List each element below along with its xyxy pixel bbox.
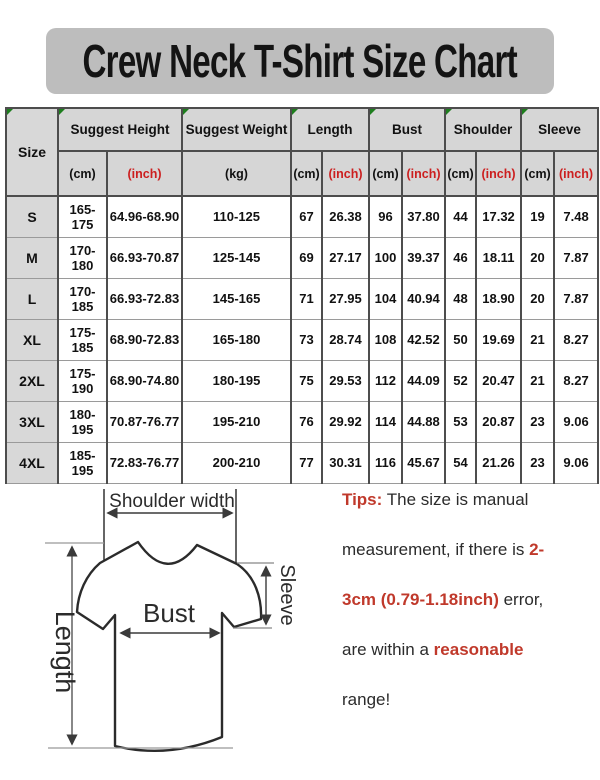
value-cell: 21.26 <box>476 442 521 483</box>
value-cell: 18.11 <box>476 237 521 278</box>
col-group-label: Size <box>17 144 46 160</box>
value-cell: 45.67 <box>402 442 445 483</box>
value-cell: 44 <box>445 196 476 237</box>
col-group-label: Length <box>307 122 353 137</box>
value-cell: 21 <box>521 319 554 360</box>
value-cell: 145-165 <box>182 278 291 319</box>
value-cell: 20.47 <box>476 360 521 401</box>
size-row-4xl <box>6 442 598 483</box>
value-cell: 67 <box>291 196 322 237</box>
tip-line <box>342 539 598 560</box>
tip-text: The size is manual <box>382 490 529 509</box>
value-cell: 29.92 <box>322 401 369 442</box>
value-cell: 125-145 <box>182 237 291 278</box>
sleeve-label: Sleeve <box>276 564 298 626</box>
size-chart-table-wrap <box>5 107 597 484</box>
value-cell: 37.80 <box>402 196 445 237</box>
tip-line <box>342 639 598 660</box>
value-cell: 66.93-70.87 <box>107 237 182 278</box>
value-cell: 28.74 <box>322 319 369 360</box>
unit-header: (inch) <box>322 151 369 196</box>
value-cell: 30.31 <box>322 442 369 483</box>
value-cell: 18.90 <box>476 278 521 319</box>
value-cell: 75 <box>291 360 322 401</box>
value-cell: 69 <box>291 237 322 278</box>
value-cell: 17.32 <box>476 196 521 237</box>
value-cell: 170-180 <box>58 237 107 278</box>
value-cell: 54 <box>445 442 476 483</box>
value-cell: 170-185 <box>58 278 107 319</box>
tshirt-outline <box>77 542 261 751</box>
col-group-label: Suggest Height <box>70 122 170 137</box>
value-cell: 108 <box>369 319 402 360</box>
tip-text: 3cm (0.79-1.18inch) <box>342 590 499 609</box>
value-cell: 195-210 <box>182 401 291 442</box>
tip-text: range! <box>342 690 391 709</box>
value-cell: 44.09 <box>402 360 445 401</box>
tip-text: error, <box>498 590 544 609</box>
tip-text: reasonable <box>433 640 524 659</box>
unit-header: (cm) <box>369 151 402 196</box>
value-cell: 23 <box>521 442 554 483</box>
col-group-length <box>291 108 369 151</box>
tip-line <box>342 589 598 610</box>
size-label: M <box>6 237 58 278</box>
value-cell: 180-195 <box>182 360 291 401</box>
col-group-label: Suggest Weight <box>185 122 288 137</box>
value-cell: 9.06 <box>554 401 598 442</box>
value-cell: 20 <box>521 278 554 319</box>
value-cell: 70.87-76.77 <box>107 401 182 442</box>
size-label: L <box>6 278 58 319</box>
size-row-l <box>6 278 598 319</box>
tip-text: are within a <box>342 640 434 659</box>
value-cell: 9.06 <box>554 442 598 483</box>
unit-header: (cm) <box>445 151 476 196</box>
value-cell: 180-195 <box>58 401 107 442</box>
col-group-bust <box>369 108 445 151</box>
size-row-xl <box>6 319 598 360</box>
size-row-s <box>6 196 598 237</box>
value-cell: 53 <box>445 401 476 442</box>
cell-marker-icon <box>370 109 376 115</box>
col-group-sleeve <box>521 108 598 151</box>
col-group-shoulder <box>445 108 521 151</box>
value-cell: 29.53 <box>322 360 369 401</box>
value-cell: 50 <box>445 319 476 360</box>
length-label: Length <box>50 610 80 694</box>
tip-text: measurement, if there is <box>342 540 530 559</box>
size-row-3xl <box>6 401 598 442</box>
value-cell: 48 <box>445 278 476 319</box>
size-label: XL <box>6 319 58 360</box>
cell-marker-icon <box>7 109 13 115</box>
size-label: 2XL <box>6 360 58 401</box>
value-cell: 104 <box>369 278 402 319</box>
unit-header: (kg) <box>182 151 291 196</box>
cell-marker-icon <box>59 109 65 115</box>
value-cell: 200-210 <box>182 442 291 483</box>
value-cell: 7.87 <box>554 278 598 319</box>
value-cell: 76 <box>291 401 322 442</box>
value-cell: 68.90-74.80 <box>107 360 182 401</box>
bust-label: Bust <box>142 598 196 628</box>
col-group-label: Sleeve <box>538 122 581 137</box>
tip-text: 2- <box>529 540 545 559</box>
page-title: Crew Neck T-Shirt Size Chart <box>82 35 518 87</box>
unit-header: (cm) <box>521 151 554 196</box>
col-group-label: Shoulder <box>453 122 513 137</box>
col-group-label: Bust <box>392 122 423 137</box>
tip-line <box>342 489 598 510</box>
value-cell: 42.52 <box>402 319 445 360</box>
cell-marker-icon <box>522 109 528 115</box>
value-cell: 7.48 <box>554 196 598 237</box>
value-cell: 68.90-72.83 <box>107 319 182 360</box>
unit-header: (inch) <box>554 151 598 196</box>
value-cell: 21 <box>521 360 554 401</box>
size-chart-table <box>5 107 599 484</box>
value-cell: 73 <box>291 319 322 360</box>
value-cell: 175-185 <box>58 319 107 360</box>
value-cell: 44.88 <box>402 401 445 442</box>
tips-section <box>342 489 598 739</box>
value-cell: 23 <box>521 401 554 442</box>
value-cell: 71 <box>291 278 322 319</box>
value-cell: 72.83-76.77 <box>107 442 182 483</box>
value-cell: 96 <box>369 196 402 237</box>
unit-header: (cm) <box>58 151 107 196</box>
tip-line <box>342 689 598 710</box>
cell-marker-icon <box>446 109 452 115</box>
cell-marker-icon <box>292 109 298 115</box>
title-bar <box>46 28 554 94</box>
shoulder-width-label: Shoulder width <box>109 491 235 512</box>
value-cell: 8.27 <box>554 319 598 360</box>
value-cell: 165-180 <box>182 319 291 360</box>
value-cell: 19.69 <box>476 319 521 360</box>
unit-header: (inch) <box>476 151 521 196</box>
col-group-size <box>6 108 58 196</box>
unit-header: (cm) <box>291 151 322 196</box>
value-cell: 8.27 <box>554 360 598 401</box>
value-cell: 64.96-68.90 <box>107 196 182 237</box>
value-cell: 40.94 <box>402 278 445 319</box>
value-cell: 52 <box>445 360 476 401</box>
unit-header: (inch) <box>107 151 182 196</box>
tshirt-measurement-diagram <box>0 487 340 780</box>
value-cell: 46 <box>445 237 476 278</box>
value-cell: 110-125 <box>182 196 291 237</box>
value-cell: 175-190 <box>58 360 107 401</box>
value-cell: 165-175 <box>58 196 107 237</box>
size-label: S <box>6 196 58 237</box>
value-cell: 112 <box>369 360 402 401</box>
col-group-suggest-height <box>58 108 182 151</box>
cell-marker-icon <box>183 109 189 115</box>
tip-text: Tips: <box>342 490 383 509</box>
value-cell: 27.17 <box>322 237 369 278</box>
col-group-suggest-weight <box>182 108 291 151</box>
value-cell: 116 <box>369 442 402 483</box>
value-cell: 66.93-72.83 <box>107 278 182 319</box>
unit-header: (inch) <box>402 151 445 196</box>
value-cell: 39.37 <box>402 237 445 278</box>
size-label: 4XL <box>6 442 58 483</box>
value-cell: 20 <box>521 237 554 278</box>
value-cell: 100 <box>369 237 402 278</box>
value-cell: 20.87 <box>476 401 521 442</box>
value-cell: 7.87 <box>554 237 598 278</box>
value-cell: 26.38 <box>322 196 369 237</box>
size-row-2xl <box>6 360 598 401</box>
value-cell: 27.95 <box>322 278 369 319</box>
value-cell: 19 <box>521 196 554 237</box>
value-cell: 185-195 <box>58 442 107 483</box>
size-label: 3XL <box>6 401 58 442</box>
value-cell: 77 <box>291 442 322 483</box>
size-row-m <box>6 237 598 278</box>
value-cell: 114 <box>369 401 402 442</box>
